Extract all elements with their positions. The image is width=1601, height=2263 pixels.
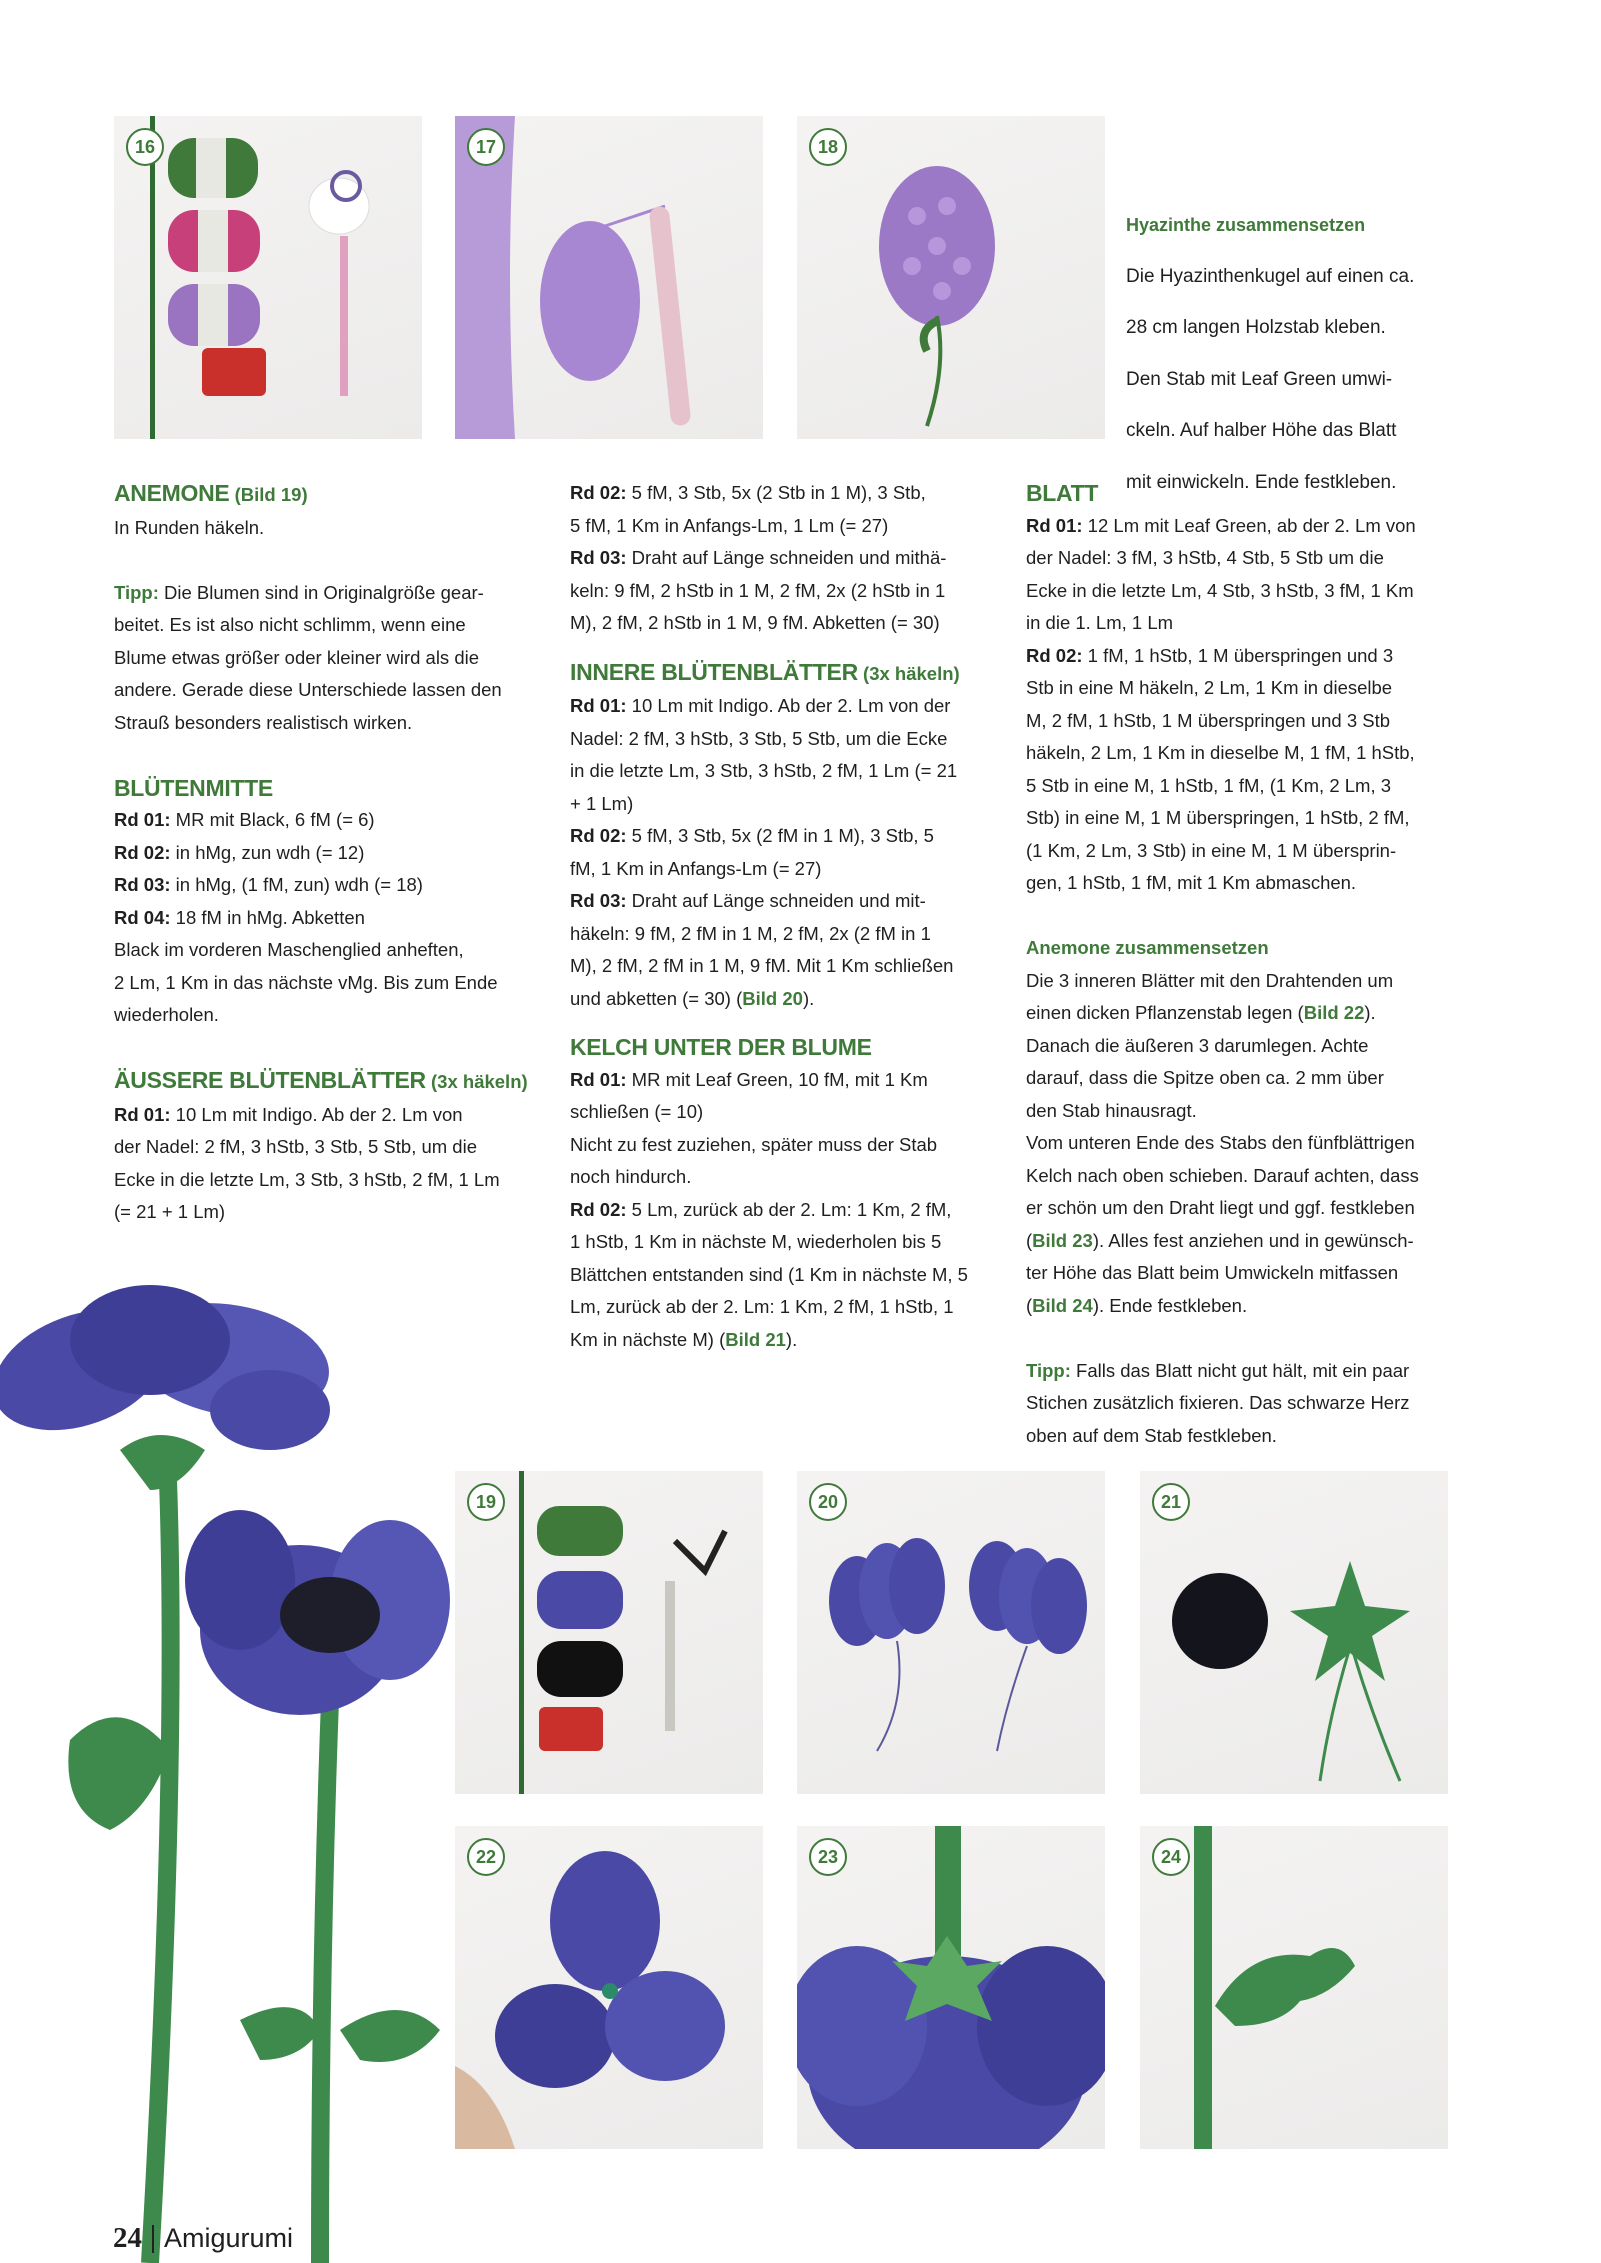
tip-line — [114, 577, 534, 610]
text-line: schließen (= 10) — [570, 1101, 704, 1122]
magazine-name: Amigurumi — [164, 2223, 294, 2253]
anemone-flowers-illustration — [0, 1270, 460, 2263]
text-line: + 1 Lm) — [570, 792, 634, 814]
text-part: ). Ende festkleben. — [1092, 1294, 1248, 1316]
petals-image — [797, 1471, 1105, 1794]
text-line: oben auf dem Stab festkleben. — [1026, 1424, 1277, 1446]
text-line: Ecke in die letzte Lm, 4 Stb, 3 hStb, 3 fM, 1 Km — [1026, 579, 1414, 601]
center-and-calyx-image — [1140, 1471, 1448, 1794]
text-part: ). — [1364, 1002, 1376, 1023]
tip-line — [1026, 1355, 1466, 1388]
text-line — [570, 983, 1000, 1016]
leaf-on-stem-image — [1140, 1826, 1448, 2149]
page-footer — [113, 2222, 293, 2255]
text-line — [1026, 1225, 1466, 1258]
kelch-title: KELCH UNTER DER BLUME — [570, 1034, 872, 1060]
text-line: Kelch nach oben schieben. Darauf achten, dass — [1026, 1164, 1419, 1186]
round-line — [114, 869, 534, 902]
round-line — [570, 820, 1000, 853]
round-text: in hMg, zun wdh (= 12) — [170, 841, 365, 863]
hyazinthe-title: Hyazinthe zusammensetzen — [1126, 215, 1366, 235]
count-note: (3x häkeln) — [857, 662, 960, 684]
round-label: Rd 02: — [570, 1198, 627, 1220]
text-line: ter Höhe das Blatt beim Umwickeln mitfassen — [1026, 1262, 1399, 1283]
text-part: ). — [785, 1328, 798, 1350]
section-title: ANEMONE — [114, 480, 230, 506]
text-line: Nicht zu fest zuziehen, später muss der Stab — [570, 1133, 938, 1155]
round-label: Rd 01: — [114, 809, 171, 830]
text-line: Den Stab mit Leaf Green umwi- — [1126, 368, 1393, 390]
round-text: 18 fM in hMg. Abketten — [170, 906, 365, 928]
anemone-supplies-image — [455, 1471, 763, 1794]
round-text: 5 fM, 3 Stb, 5x (2 Stb in 1 M), 3 Stb, — [626, 482, 926, 503]
text-line: keln: 9 fM, 2 hStb in 1 M, 2 fM, 2x (2 hStb in 1 — [570, 579, 946, 601]
text-line: Stb in eine M häkeln, 2 Lm, 1 Km in dieselbe — [1026, 677, 1393, 698]
hyacinth-bloom-image — [797, 116, 1105, 439]
round-line — [570, 477, 1000, 510]
round-label: Rd 03: — [570, 547, 627, 568]
photo-18 — [797, 116, 1105, 439]
text-line — [1026, 997, 1466, 1030]
round-label: Rd 01: — [570, 1068, 627, 1090]
text-line: Die Hyazinthenkugel auf einen ca. — [1126, 265, 1415, 287]
section-title: ÄUSSERE BLÜTENBLÄTTER — [114, 1067, 426, 1093]
column-2 — [570, 477, 1000, 1356]
text-line: (= 21 + 1 Lm) — [114, 1201, 226, 1222]
round-text: 5 fM, 3 Stb, 5x (2 fM in 1 M), 3 Stb, 5 — [626, 825, 934, 846]
text-line: andere. Gerade diese Unterschiede lassen den — [114, 679, 502, 700]
round-text: 10 Lm mit Indigo. Ab der 2. Lm von — [170, 1103, 463, 1125]
photo-19 — [455, 1471, 763, 1794]
text-part: ( — [1026, 1229, 1033, 1251]
text-line: M), 2 fM, 2 hStb in 1 M, 9 fM. Abketten (= 30) — [570, 612, 940, 633]
text-line: er schön um den Draht liegt und ggf. festkleben — [1026, 1197, 1415, 1218]
photo-20 — [797, 1471, 1105, 1794]
round-label: Rd 03: — [570, 890, 627, 911]
image-reference: Bild 19 — [240, 484, 302, 505]
round-label: Rd 02: — [570, 482, 627, 503]
round-line — [114, 804, 534, 837]
photo-number-badge: 18 — [809, 128, 847, 166]
round-label: Rd 02: — [570, 825, 627, 846]
text-line: ckeln. Auf halber Höhe das Blatt — [1126, 420, 1397, 441]
photo-number-badge: 22 — [467, 1838, 505, 1876]
round-label: Rd 01: — [114, 1103, 171, 1125]
photo-22 — [455, 1826, 763, 2149]
round-line — [1026, 640, 1466, 673]
round-line — [570, 690, 1000, 723]
photo-number-badge: 20 — [809, 1483, 847, 1521]
page-number: 24 — [113, 2222, 142, 2254]
round-line — [570, 542, 1000, 575]
count-note: (3x häkeln) — [425, 1071, 528, 1092]
text-line: fM, 1 Km in Anfangs-Lm (= 27) — [570, 857, 822, 879]
round-text: MR mit Black, 6 fM (= 6) — [170, 809, 375, 830]
text-line: der Nadel: 2 fM, 3 hStb, 3 Stb, 5 Stb, um die — [114, 1136, 477, 1157]
anemone-heading — [114, 477, 534, 512]
column-1 — [114, 477, 534, 1229]
blatt-title: BLATT — [1026, 480, 1099, 506]
text-line: 5 fM, 1 Km in Anfangs-Lm, 1 Lm (= 27) — [570, 514, 889, 536]
text-line: in die letzte Lm, 3 Stb, 3 hStb, 2 fM, 1 Lm (= 21 — [570, 760, 958, 781]
text-line: Blume etwas größer oder kleiner wird als die — [114, 646, 480, 668]
round-line — [1026, 510, 1466, 543]
text-part: Km in nächste M) ( — [570, 1328, 726, 1350]
footer-divider — [152, 2225, 154, 2253]
photo-16 — [114, 116, 422, 439]
crochet-egg-image — [455, 116, 763, 439]
text-part: einen dicken Pflanzenstab legen ( — [1026, 1002, 1304, 1023]
round-line — [114, 1099, 534, 1132]
image-reference: Bild 23 — [1032, 1229, 1093, 1251]
round-text: 5 Lm, zurück ab der 2. Lm: 1 Km, 2 fM, — [626, 1198, 952, 1220]
image-reference: Bild 20 — [742, 987, 803, 1009]
text-line: Stichen zusätzlich fixieren. Das schwarze Herz — [1026, 1392, 1410, 1413]
round-text: 1 fM, 1 hStb, 1 M überspringen und 3 — [1082, 644, 1394, 666]
photo-number-badge: 24 — [1152, 1838, 1190, 1876]
tip-text: Falls das Blatt nicht gut hält, mit ein paar — [1070, 1359, 1410, 1381]
text-line: gen, 1 hStb, 1 fM, mit 1 Km abmaschen. — [1026, 872, 1357, 893]
aeussere-heading — [114, 1064, 534, 1099]
text-line: noch hindurch. — [570, 1166, 692, 1187]
text-line: Black im vorderen Maschenglied anheften, — [114, 939, 464, 960]
photo-number-badge: 23 — [809, 1838, 847, 1876]
photo-number-badge: 21 — [1152, 1483, 1190, 1521]
photo-24 — [1140, 1826, 1448, 2149]
tip-text: Die Blumen sind in Originalgröße gear- — [158, 581, 484, 603]
photo-17 — [455, 116, 763, 439]
round-label: Rd 04: — [114, 906, 171, 928]
text-line: in die 1. Lm, 1 Lm — [1026, 612, 1174, 633]
round-label: Rd 02: — [114, 841, 171, 863]
text-line: Danach die äußeren 3 darumlegen. Achte — [1026, 1034, 1369, 1056]
text-line: darauf, dass die Spitze oben ca. 2 mm über — [1026, 1067, 1384, 1088]
text-line: Blättchen entstanden sind (1 Km in nächste M, 5 — [570, 1263, 968, 1285]
inner-petals-image — [455, 1826, 763, 2149]
round-label: Rd 03: — [114, 874, 171, 895]
ref-paren: ) — [301, 484, 308, 505]
text-line: Vom unteren Ende des Stabs den fünfblättrigen — [1026, 1132, 1415, 1153]
round-label: Rd 01: — [1026, 514, 1083, 536]
ref-paren: ( — [229, 484, 241, 505]
round-line — [570, 885, 1000, 918]
text-line: Nadel: 2 fM, 3 hStb, 3 Stb, 5 Stb, um die Ecke — [570, 727, 948, 749]
column-3 — [1026, 477, 1466, 1452]
text-line — [1026, 1290, 1466, 1323]
text-line: In Runden häkeln. — [114, 516, 265, 538]
round-line — [570, 1064, 1000, 1097]
yarn-supplies-image — [114, 116, 422, 439]
text-part: ). — [802, 987, 815, 1009]
text-line: Ecke in die letzte Lm, 3 Stb, 3 hStb, 2 fM, 1 Lm — [114, 1168, 500, 1190]
text-line: M, 2 fM, 1 hStb, 1 M überspringen und 3 Stb — [1026, 709, 1391, 731]
text-line: 2 Lm, 1 Km in das nächste vMg. Bis zum Ende — [114, 971, 498, 993]
text-line: (1 Km, 2 Lm, 3 Stb) in eine M, 1 M übersprin- — [1026, 839, 1397, 861]
text-line: 28 cm langen Holzstab kleben. — [1126, 317, 1386, 338]
text-line: den Stab hinausragt. — [1026, 1099, 1197, 1121]
text-line: mit einwickeln. Ende festkleben. — [1126, 471, 1397, 493]
calyx-on-stem-image — [797, 1826, 1105, 2149]
round-line — [570, 1194, 1000, 1227]
photo-number-badge: 19 — [467, 1483, 505, 1521]
photo-21 — [1140, 1471, 1448, 1794]
image-reference: Bild 24 — [1032, 1294, 1093, 1316]
round-text: 10 Lm mit Indigo. Ab der 2. Lm von der — [626, 695, 951, 716]
round-line — [114, 902, 534, 935]
text-line: 1 hStb, 1 Km in nächste M, wiederholen bis 5 — [570, 1231, 942, 1252]
text-line: häkeln, 2 Lm, 1 Km in dieselbe M, 1 fM, 1 hStb, — [1026, 742, 1415, 763]
hyazinthe-assembly — [1126, 191, 1446, 518]
round-label: Rd 02: — [1026, 644, 1083, 666]
anemone-assembly-title: Anemone zusammensetzen — [1026, 937, 1269, 958]
round-text: in hMg, (1 fM, zun) wdh (= 18) — [170, 874, 423, 895]
text-line: beitet. Es ist also nicht schlimm, wenn eine — [114, 614, 466, 635]
photo-23 — [797, 1826, 1105, 2149]
image-reference: Bild 21 — [725, 1328, 786, 1350]
tip-label: Tipp: — [114, 581, 159, 603]
round-text: 12 Lm mit Leaf Green, ab der 2. Lm von — [1082, 514, 1416, 536]
text-line: der Nadel: 3 fM, 3 hStb, 4 Stb, 5 Stb um die — [1026, 547, 1384, 568]
innere-heading — [570, 656, 1000, 691]
text-line: wiederholen. — [114, 1004, 219, 1025]
photo-number-badge: 17 — [467, 128, 505, 166]
text-line: Lm, zurück ab der 2. Lm: 1 Km, 2 fM, 1 hStb, 1 — [570, 1296, 954, 1317]
text-line: häkeln: 9 fM, 2 fM in 1 M, 2 fM, 2x (2 fM in 1 — [570, 922, 931, 944]
round-line — [114, 837, 534, 870]
image-reference: Bild 22 — [1303, 1002, 1365, 1023]
section-title: INNERE BLÜTENBLÄTTER — [570, 658, 858, 685]
round-label: Rd 01: — [570, 695, 627, 716]
text-line: Strauß besonders realistisch wirken. — [114, 711, 413, 733]
text-part: und abketten (= 30) ( — [570, 987, 743, 1009]
text-line: Stb) in eine M, 1 M überspringen, 1 hStb, 2 fM, — [1026, 807, 1410, 828]
text-part: ( — [1026, 1294, 1033, 1316]
text-line: 5 Stb in eine M, 1 hStb, 1 fM, (1 Km, 2 Lm, 3 — [1026, 774, 1392, 796]
round-text: Draht auf Länge schneiden und mit- — [626, 890, 926, 911]
text-line — [570, 1324, 1000, 1357]
round-text: MR mit Leaf Green, 10 fM, mit 1 Km — [626, 1068, 928, 1090]
text-line: M), 2 fM, 2 fM in 1 M, 9 fM. Mit 1 Km schließen — [570, 955, 954, 976]
tip-label: Tipp: — [1026, 1359, 1071, 1381]
text-part: ). Alles fest anziehen und in gewünsch- — [1092, 1229, 1414, 1251]
text-line: Die 3 inneren Blätter mit den Drahtenden um — [1026, 969, 1394, 991]
bluetenmitte-title: BLÜTENMITTE — [114, 774, 273, 801]
photo-number-badge: 16 — [126, 128, 164, 166]
round-text: Draht auf Länge schneiden und mithä- — [626, 547, 947, 568]
